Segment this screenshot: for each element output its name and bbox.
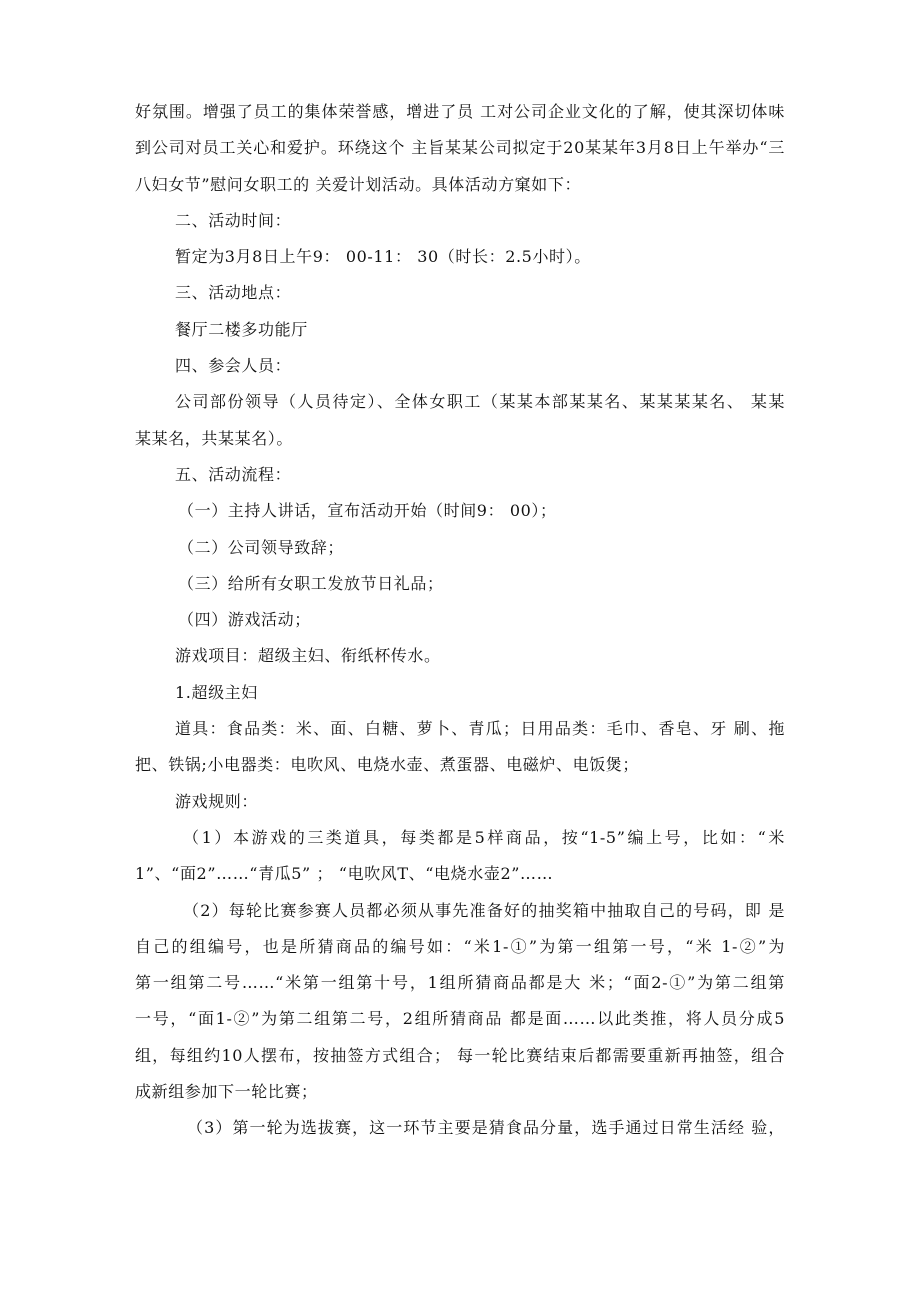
heading-activity-place: 三、活动地点： [175,283,292,303]
heading-activity-flow: 五、活动流程： [175,464,292,484]
document-page [135,94,785,1147]
participants-text-line-2: 某某名，共某某名）。 [135,428,294,448]
rule-1-line-2: 1”、“面2”……“青瓜5” ； “电吹风T、“电烧水壶2”…… [135,864,554,884]
rule-2-line-5: 组，每组约10人摆布，按抽签方式组合； 每一轮比赛结束后都需要重新再抽签，组合 [135,1045,785,1065]
paragraph-intro-line-2: 到公司对员工关心和爱护。环绕这个 主旨某某公司拟定于20某某年3月8日上午举办“三 [135,138,785,158]
props-text-line-1: 道具：食品类：米、面、白糖、萝卜、青瓜；日用品类：毛巾、香皂、牙 刷、拖 [175,719,785,739]
heading-super-housewife: 1.超级主妇 [175,682,258,702]
flow-step-1: （一）主持人讲话，宣布活动开始（时间9： 00）； [178,501,557,521]
heading-game-rules: 游戏规则： [175,791,259,811]
heading-activity-time: 二、活动时间： [175,210,292,230]
game-items-text: 游戏项目：超级主妇、衔纸杯传水。 [175,646,441,666]
paragraph-intro-line-1: 好氛围。增强了员工的集体荣誉感，增进了员 工对公司企业文化的了解，使其深切体味 [135,102,785,121]
rule-2-line-2: 自己的组编号，也是所猜商品的编号如：“米1-①”为第一组第一号，“米 1-②”为 [135,936,785,956]
paragraph-intro-line-3: 八妇女节”慰问女职工的 关爱计划活动。具体活动方窠如下： [135,174,582,194]
rule-3-line-1: （3）第一轮为选拔赛，这一环节主要是猜食品分量，选手通过日常生活经 验， [187,1118,785,1138]
flow-step-4: （四）游戏活动； [178,610,311,630]
heading-participants: 四、参会人员： [175,356,292,376]
rule-2-line-6: 成新组参加下一轮比赛； [135,1082,318,1102]
rule-2-line-4: 一号，“面1-②”为第二组第二号，2组所猜商品 都是面……以此类推，将人员分成5 [135,1009,785,1029]
participants-text-line-1: 公司部份领导（人员待定）、全体女职工（某某本部某某名、某某某某名、 某某 [175,392,785,412]
rule-1-line-1: （1）本游戏的三类道具，每类都是5样商品，按“1-5”编上号，比如：“米 [183,827,785,847]
activity-place-text: 餐厅二楼多功能厅 [175,319,308,339]
props-text-line-2: 把、铁锅;小电器类：电吹风、电烧水壶、煮蛋器、电磁炉、电饭煲； [135,755,639,775]
activity-time-text: 暂定为3月8日上午9： 00-11： 30（时长：2.5小时）。 [175,247,591,267]
rule-2-line-1: （2）每轮比赛参赛人员都必须从事先准备好的抽奖箱中抽取自己的号码，即 是 [183,900,785,920]
flow-step-2: （二）公司领导致辞； [178,537,345,557]
flow-step-3: （三）给所有女职工发放节日礼品； [178,573,444,593]
rule-2-line-3: 第一组第二号……“米第一组第十号，1组所猜商品都是大 米；“面2-①”为第二组第 [135,973,785,993]
